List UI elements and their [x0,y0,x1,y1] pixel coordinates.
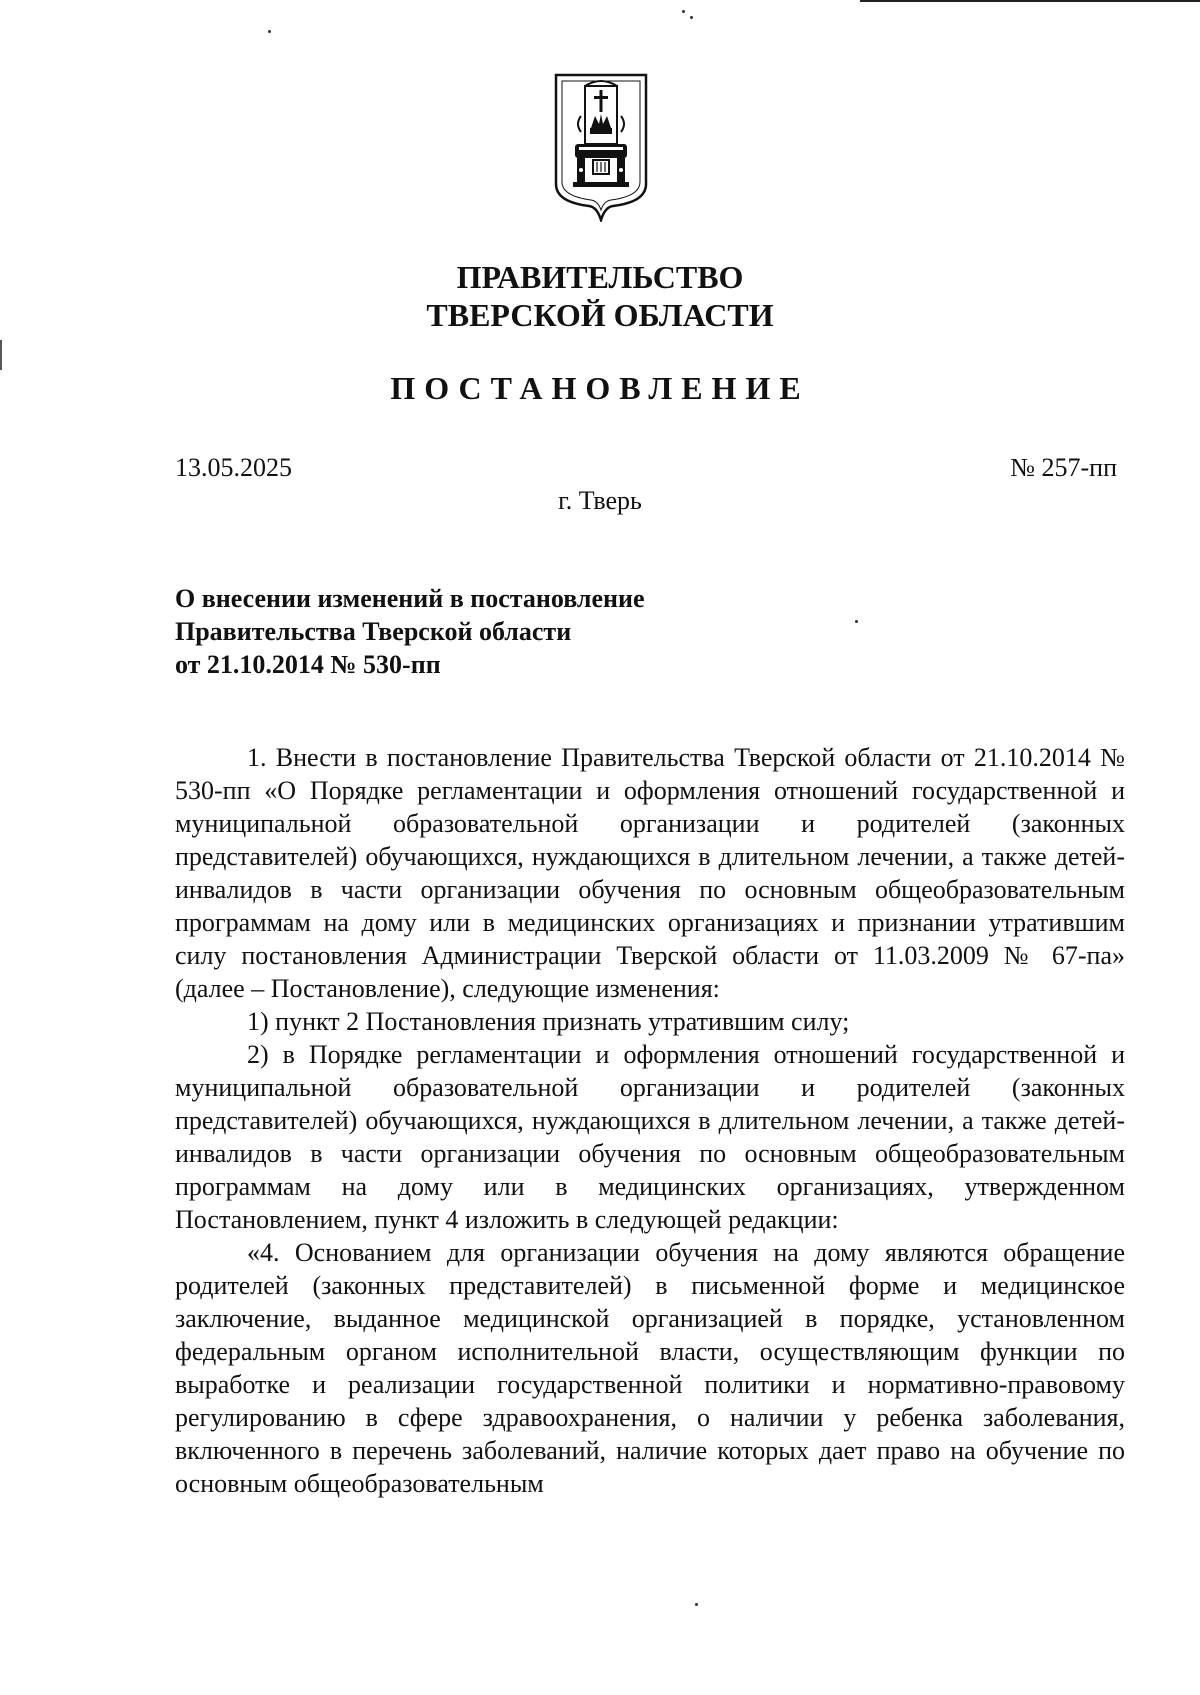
tver-oblast-coat-of-arms-icon [553,72,649,222]
scan-artifact-line [860,0,1200,2]
subject-line: от 21.10.2014 № 530-пп [175,650,441,679]
document-type-title: ПОСТАНОВЛЕНИЕ [390,370,810,406]
body-paragraph: 2) в Порядке регламентации и оформления отношений государственной и муниципальной образовательной организации и родителей (законных представителей) обучающихся, нуждающихся в длительном лечении, а также детей-инвалидов в части организации обучения по основным общеобразовательным программам на дому или в медицинских организациях, утвержденном Постановлением, пункт 4 изложить в следующей редакции: [175,1040,1125,1234]
document-number: № 257-пп [1010,453,1117,482]
organization-name-line2: ТВЕРСКОЙ ОБЛАСТИ [426,297,774,333]
document-body [175,741,1125,1500]
scan-artifact-dot [690,16,693,19]
organization-name-line1: ПРАВИТЕЛЬСТВО [456,259,744,295]
document-city: г. Тверь [558,486,642,515]
subject-line: О внесении изменений в постановление [175,584,645,613]
subject-line: Правительства Тверской области [175,617,572,646]
document-date: 13.05.2025 [175,453,292,482]
document-subject [175,582,875,681]
scan-artifact-dot [695,1603,698,1606]
body-paragraph: 1. Внести в постановление Правительства Тверской области от 21.10.2014 № 530-пп «О Порядке регламентации и оформления отношений государственной и муниципальной образовательной организации и родителей (законных представителей) обучающихся, нуждающихся в длительном лечении, а также детей-инвалидов в части организации обучения по основным общеобразовательным программам на дому или в медицинских организациях и признании утратившим силу постановления Администрации Тверской области от 11.03.2009 № 67-па» (далее – Постановление), следующие изменения: [175,743,1125,1003]
scan-artifact-edge [0,340,2,370]
scan-artifact-dot [682,10,685,13]
scan-artifact-dot [268,30,271,33]
body-paragraph: «4. Основанием для организации обучения на дому являются обращение родителей (законных представителей) в письменной форме и медицинское заключение, выданное медицинской организацией в порядке, установленном федеральным органом исполнительной власти, осуществляющим функции по выработке и реализации государственной политики и нормативно-правовому регулированию в сфере здравоохранения, о наличии у ребенка заболевания, включенного в перечень заболеваний, наличие которых дает право на обучение по основным общеобразовательным [175,1238,1125,1498]
body-paragraph: 1) пункт 2 Постановления признать утратившим силу; [247,1007,850,1036]
